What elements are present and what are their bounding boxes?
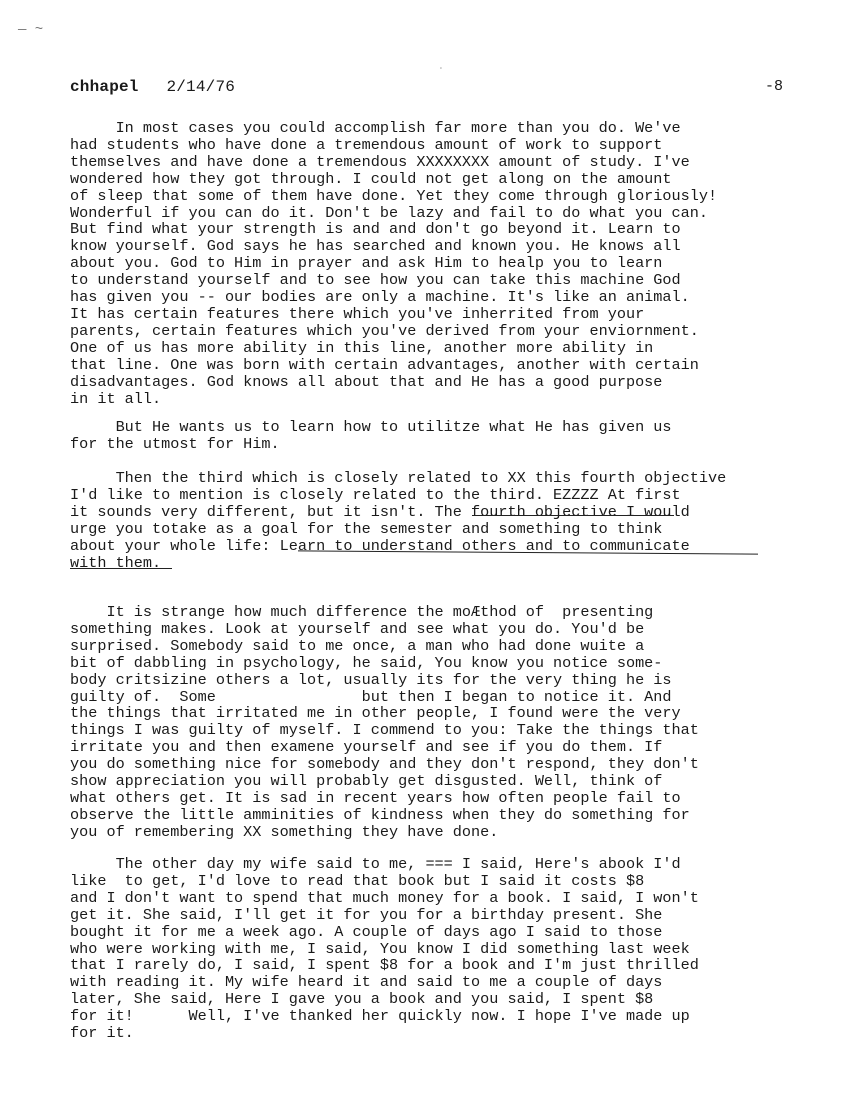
text-line: bit of dabbling in psychology, he said, You know you notice some- (70, 653, 663, 672)
text-line: you of remembering XX something they have done. (70, 822, 499, 841)
text-line: But find what your strength is and and don't go beyond it. Learn to (70, 220, 681, 239)
text-line: something makes. Look at yourself and see what you do. You'd be (70, 619, 645, 638)
text-line: for it! Well, I've thanked her quickly now. I hope I've made up (70, 1007, 690, 1026)
text-line: had students who have done a tremendous amount of work to support (70, 135, 663, 154)
text-line: disadvantages. God knows all about that and He has a good purpose (70, 372, 663, 391)
text-line: show appreciation you will probably get disgusted. Well, think of (70, 772, 663, 791)
paragraph-3 (70, 470, 830, 571)
text-line: irritate you and then examene yourself and see if you do them. If (70, 738, 663, 757)
document-date: 2/14/76 (166, 78, 236, 96)
text-line: Wonderful if you can do it. Don't be lazy and fail to do what you can. (70, 203, 708, 222)
text-line: I'd like to mention is closely related to the third. EZZZZ At first (70, 485, 681, 504)
text-line: urge you totake as a goal for the semester and something to think (70, 519, 663, 538)
text-line: it sounds very different, but it isn't. The fourth objective I would (70, 502, 690, 521)
text-line: who were working with me, I said, You know I did something last week (70, 939, 690, 958)
text-line: has given you -- our bodies are only a machine. It's like an animal. (70, 288, 690, 307)
text-line: guilty of. Some but then I began to notice it. And (70, 687, 672, 706)
text-line: parents, certain features which you've derived from your enviornment. (70, 321, 699, 340)
paragraph-5 (70, 856, 830, 1042)
paragraph-1 (70, 120, 830, 407)
text-line: for it. (70, 1024, 134, 1043)
text-line: In most cases you could accomplish far more than you do. We've (70, 119, 681, 137)
text-line: and I don't want to spend that much money for a book. I said, I won't (70, 888, 699, 907)
page-number: -8 (765, 78, 784, 95)
text-line: The other day my wife said to me, === I said, Here's abook I'd (70, 855, 681, 873)
text-line: observe the little amminities of kindness when they do something for (70, 805, 690, 824)
stray-pen-mark: — ~ (18, 22, 44, 38)
text-line: like to get, I'd love to read that book but I said it costs $8 (70, 871, 645, 890)
text-line: later, She said, Here I gave you a book and you said, I spent $8 (70, 990, 654, 1009)
text-line: It is strange how much difference the moÆthod of presenting (70, 603, 654, 621)
text-line: body critsizine others a lot, usually its for the very thing he is (70, 670, 672, 689)
text-line: the things that irritated me in other people, I found were the very (70, 704, 681, 723)
underline-fourth-objective (472, 515, 674, 516)
text-line: surprised. Somebody said to me once, a man who had done wuite a (70, 636, 645, 655)
text-line: to understand yourself and to see how you can take this machine God (70, 271, 681, 290)
document-title: chhapel (70, 78, 139, 96)
text-line: about you. God to Him in prayer and ask Him to healp you to learn (70, 254, 663, 273)
text-line: that I rarely do, I said, I spent $8 for a book and I'm just thrilled (70, 956, 699, 975)
text-line: bought it for me a week ago. A couple of days ago I said to those (70, 922, 663, 941)
text-line: about your whole life: Learn to understand others and to communicate (70, 536, 690, 555)
page-header (70, 78, 235, 96)
text-line: get it. She said, I'll get it for you for a birthday present. She (70, 905, 663, 924)
paragraph-4 (70, 604, 830, 841)
text-line: But He wants us to learn how to utilitze what He has given us (70, 418, 672, 436)
underline-with-them (70, 568, 172, 569)
text-line: wondered how they got through. I could not get along on the amount (70, 169, 672, 188)
text-line: It has certain features there which you've inherrited from your (70, 304, 645, 323)
text-line: for the utmost for Him. (70, 434, 280, 453)
text-line: in it all. (70, 389, 162, 408)
text-line: with them. (70, 553, 162, 572)
text-line: you do something nice for somebody and they don't respond, they don't (70, 755, 699, 774)
text-line: themselves and have done a tremendous XXXXXXXX amount of study. I've (70, 152, 690, 171)
text-line: what others get. It is sad in recent years how often people fail to (70, 788, 681, 807)
text-line: with reading it. My wife heard it and said to me a couple of days (70, 973, 663, 992)
text-line: know yourself. God says he has searched and known you. He knows all (70, 237, 681, 256)
paragraph-2 (70, 419, 830, 453)
text-line: of sleep that some of them have done. Yet they come through gloriously! (70, 186, 718, 205)
text-line: Then the third which is closely related to XX this fourth objective (70, 469, 727, 487)
bleed-through-mark: . (437, 58, 445, 73)
text-line: that line. One was born with certain advantages, another with certain (70, 355, 699, 374)
text-line: One of us has more ability in this line, another more ability in (70, 338, 654, 357)
text-line: things I was guilty of myself. I commend to you: Take the things that (70, 721, 699, 740)
